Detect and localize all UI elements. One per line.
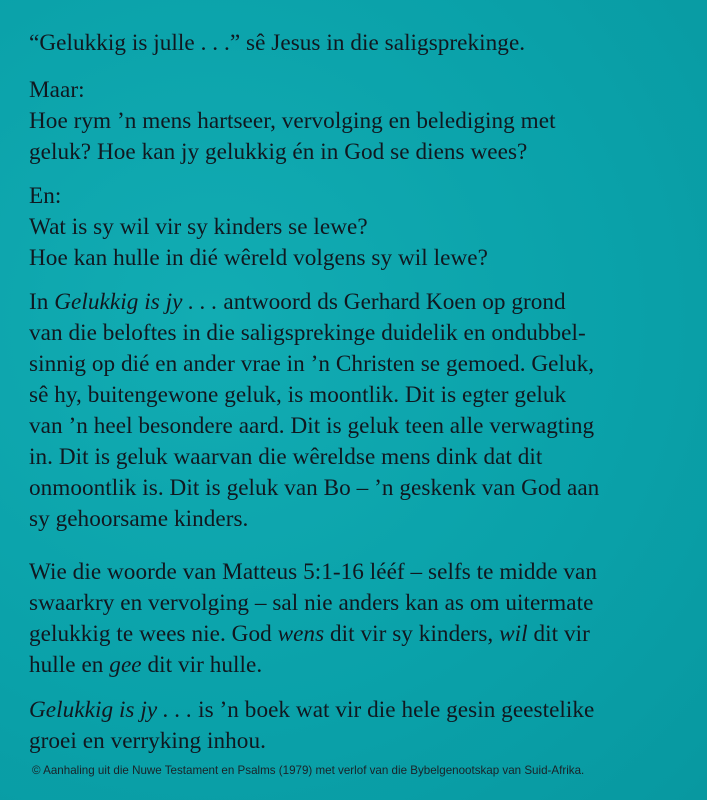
copyright-notice: © Aanhaling uit die Nuwe Testament en Psalms (1979) met verlof van die Bybelgenootskap van Suid-Afrika. [32, 764, 585, 777]
paragraph-quote [29, 28, 689, 59]
text-line: Hoe rym ’n mens hartseer, vervolging en belediging met [29, 108, 556, 134]
text-line: groei en verryking inhou. [29, 728, 266, 754]
text-line: in. Dit is geluk waarvan die wêreldse mens dink dat dit [29, 444, 543, 470]
book-title: Gelukkig is jy . . . [54, 289, 218, 315]
paragraph-en [29, 181, 689, 274]
text-line: geluk? Hoe kan jy gelukkig én in God se diens wees? [29, 139, 528, 165]
text-line: Maar: [29, 77, 85, 103]
text-run: dit vir hulle. [141, 652, 263, 678]
emphasis-gee: gee [109, 652, 142, 678]
paragraph-summary [29, 695, 689, 757]
paragraph-description [29, 287, 689, 535]
text-line: swaarkry en vervolging – sal nie anders kan as om uitermate [29, 590, 594, 616]
text-line [29, 695, 689, 726]
text-line: sê hy, buitengewone geluk, is moontlik. Dit is egter geluk [29, 382, 567, 408]
text-line: sy gehoorsame kinders. [29, 506, 249, 532]
text-run: In [29, 289, 55, 315]
text-line [29, 619, 689, 650]
book-title: Gelukkig is jy . . . [29, 697, 193, 723]
text-run: dit vir sy kinders, [324, 621, 500, 647]
emphasis-wil: wil [499, 621, 528, 647]
text-line: van die beloftes in die saligsprekinge duidelik en ondubbel- [29, 320, 586, 346]
emphasis-wens: wens [277, 621, 325, 647]
text-line: onmoontlik is. Dit is geluk van Bo – ’n geskenk van God aan [29, 475, 600, 501]
text-line: En: [29, 183, 62, 209]
text-line [29, 650, 689, 681]
text-line: Hoe kan hulle in dié wêreld volgens sy wil lewe? [29, 245, 488, 271]
text-run: antwoord ds Gerhard Koen op grond [217, 289, 566, 315]
text-run: dit vir [527, 621, 590, 647]
text-line: Wat is sy wil vir sy kinders se lewe? [29, 214, 368, 240]
text-line [29, 287, 689, 318]
paragraph-maar [29, 75, 689, 168]
text-line: van ’n heel besondere aard. Dit is geluk teen alle verwagting [29, 413, 595, 439]
text-run: gelukkig te wees nie. God [29, 621, 278, 647]
text-line: “Gelukkig is julle . . .” sê Jesus in die saligsprekinge. [29, 30, 526, 56]
paragraph-matteus [29, 557, 689, 681]
text-run: is ’n boek wat vir die hele gesin geestelike [192, 697, 595, 723]
text-run: hulle en [29, 652, 110, 678]
text-line: Wie die woorde van Matteus 5:1-16 lééf – selfs te midde van [29, 559, 598, 585]
text-line: sinnig op dié en ander vrae in ’n Christen se gemoed. Geluk, [29, 351, 595, 377]
